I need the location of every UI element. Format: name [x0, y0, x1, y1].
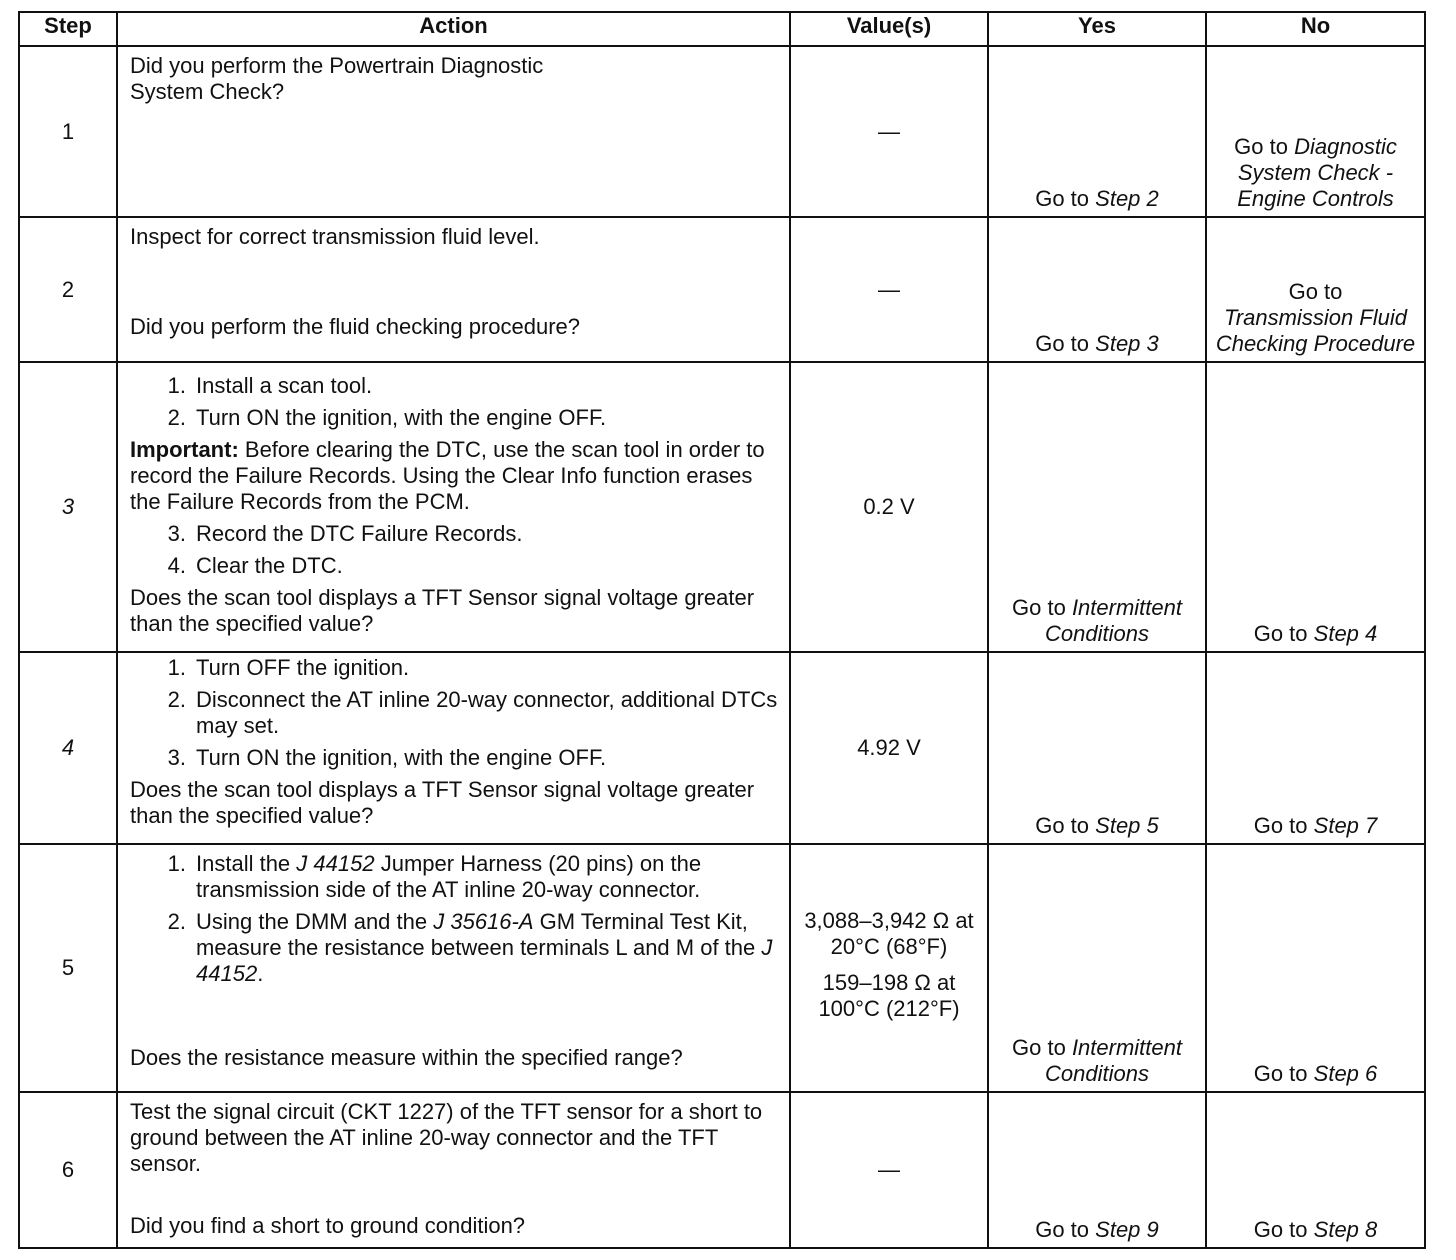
list-item — [130, 909, 781, 987]
no-cell — [1206, 844, 1425, 1092]
diagnostic-table — [18, 11, 1426, 1249]
goto-link[interactable]: Intermittent Conditions — [1045, 1035, 1182, 1086]
list-item — [130, 553, 781, 579]
no-cell — [1206, 652, 1425, 844]
list-text: Clear the DTC. — [196, 553, 343, 578]
header-action: Action — [117, 12, 790, 46]
yes-cell — [988, 1092, 1206, 1248]
step-number: 4 — [19, 652, 117, 844]
header-row — [19, 12, 1425, 46]
goto-prefix: Go to — [1234, 134, 1288, 159]
list-item — [130, 655, 781, 681]
goto-link[interactable]: Step 7 — [1313, 813, 1378, 838]
goto-prefix: Go to — [1035, 1217, 1090, 1242]
list-item — [130, 373, 781, 399]
no-cell — [1206, 217, 1425, 362]
goto-link[interactable]: Intermittent Conditions — [1045, 595, 1182, 646]
list-number: 1. — [167, 655, 186, 680]
list-text: Turn ON the ignition, with the engine OFF. — [196, 745, 607, 770]
goto-prefix: Go to — [1253, 1217, 1308, 1242]
action-cell — [117, 362, 790, 652]
table-row — [19, 46, 1425, 217]
no-cell — [1206, 1092, 1425, 1248]
action-question: Does the scan tool displays a TFT Sensor signal voltage greater than the specified value? — [130, 585, 755, 636]
action-question: Did you perform the Powertrain Diagnostic System Check? — [130, 53, 544, 104]
list-text: Disconnect the AT inline 20-way connector, additional DTCs may set. — [196, 687, 778, 738]
table-row — [19, 1092, 1425, 1248]
goto-prefix: Go to — [1012, 1035, 1066, 1060]
goto-prefix: Go to — [1288, 279, 1343, 304]
action-question: Did you find a short to ground condition? — [130, 1213, 526, 1238]
step-number: 1 — [19, 46, 117, 217]
list-text: Record the DTC Failure Records. — [196, 521, 523, 546]
goto-prefix: Go to — [1253, 1061, 1308, 1086]
action-question: Did you perform the fluid checking procedure? — [130, 314, 581, 339]
action-cell — [117, 844, 790, 1092]
value-cell: — — [790, 217, 988, 362]
goto-prefix: Go to — [1035, 186, 1090, 211]
no-cell — [1206, 362, 1425, 652]
step-number: 2 — [19, 217, 117, 362]
important-note — [130, 437, 781, 515]
list-number: 2. — [167, 909, 186, 934]
goto-link[interactable]: Step 2 — [1095, 186, 1159, 211]
list-item — [130, 405, 781, 431]
yes-cell — [988, 844, 1206, 1092]
tool-reference: J 44152 — [296, 851, 375, 876]
goto-prefix: Go to — [1253, 621, 1308, 646]
goto-prefix: Go to — [1253, 813, 1308, 838]
list-item — [130, 851, 781, 903]
yes-cell — [988, 217, 1206, 362]
action-question: Does the scan tool displays a TFT Sensor signal voltage greater than the specified value? — [130, 777, 755, 828]
goto-link[interactable]: Step 8 — [1313, 1217, 1378, 1242]
no-cell — [1206, 46, 1425, 217]
goto-prefix: Go to — [1035, 331, 1090, 356]
resistance-value-100c: 159–198 Ω at 100°C (212°F) — [818, 970, 960, 1021]
list-text: Install the J 44152 Jumper Harness (20 pins) on the transmission side of the AT inline 20-way connector. — [196, 851, 702, 902]
table-row — [19, 217, 1425, 362]
tool-reference: J 44152 — [196, 935, 773, 986]
action-question: Does the resistance measure within the specified range? — [130, 1045, 683, 1070]
value-cell: — — [790, 1092, 988, 1248]
resistance-value-20c: 3,088–3,942 Ω at 20°C (68°F) — [804, 908, 974, 959]
list-number: 3. — [167, 745, 186, 770]
goto-link[interactable]: Step 4 — [1313, 621, 1378, 646]
value-cell — [790, 844, 988, 1092]
goto-link[interactable]: Step 9 — [1095, 1217, 1159, 1242]
goto-link[interactable]: Diagnostic System Check - Engine Controls — [1237, 134, 1397, 211]
step-number: 6 — [19, 1092, 117, 1248]
goto-link[interactable]: Transmission Fluid Checking Procedure — [1215, 305, 1416, 356]
action-text: Test the signal circuit (CKT 1227) of the TFT sensor for a short to ground between the AT inline 20-way connector and the TFT sensor. — [130, 1099, 763, 1176]
goto-prefix: Go to — [1012, 595, 1066, 620]
list-number: 4. — [167, 553, 186, 578]
goto-link[interactable]: Step 3 — [1095, 331, 1159, 356]
header-no: No — [1206, 12, 1425, 46]
yes-cell — [988, 652, 1206, 844]
list-text: Turn ON the ignition, with the engine OFF. — [196, 405, 607, 430]
table-row — [19, 652, 1425, 844]
goto-prefix: Go to — [1035, 813, 1090, 838]
list-item — [130, 521, 781, 547]
value-cell: 0.2 V — [790, 362, 988, 652]
list-number: 3. — [167, 521, 186, 546]
list-item — [130, 687, 781, 739]
action-cell — [117, 46, 790, 217]
important-label: Important: — [130, 437, 239, 462]
list-text: Turn OFF the ignition. — [196, 655, 410, 680]
header-step: Step — [19, 12, 117, 46]
goto-link[interactable]: Step 5 — [1095, 813, 1159, 838]
action-cell — [117, 652, 790, 844]
yes-cell — [988, 362, 1206, 652]
list-number: 2. — [167, 405, 186, 430]
value-cell: — — [790, 46, 988, 217]
header-values: Value(s) — [790, 12, 988, 46]
list-item — [130, 745, 781, 771]
action-cell — [117, 1092, 790, 1248]
list-text: Install a scan tool. — [196, 373, 373, 398]
action-text: Inspect for correct transmission fluid level. — [130, 224, 540, 249]
action-cell — [117, 217, 790, 362]
yes-cell — [988, 46, 1206, 217]
table-row — [19, 362, 1425, 652]
table-row — [19, 844, 1425, 1092]
goto-link[interactable]: Step 6 — [1313, 1061, 1378, 1086]
step-number: 3 — [19, 362, 117, 652]
list-text: Using the DMM and the J 35616-A GM Terminal Test Kit, measure the resistance between terminals L and M of the J 44152. — [196, 909, 773, 986]
list-number: 1. — [167, 851, 186, 876]
list-number: 2. — [167, 687, 186, 712]
step-number: 5 — [19, 844, 117, 1092]
tool-reference: J 35616-A — [433, 909, 534, 934]
header-yes: Yes — [988, 12, 1206, 46]
list-number: 1. — [167, 373, 186, 398]
value-cell: 4.92 V — [790, 652, 988, 844]
important-text: Before clearing the DTC, use the scan tool in order to record the Failure Records. Using the Clear Info function erases the Failure Records from the PCM. — [130, 437, 765, 514]
